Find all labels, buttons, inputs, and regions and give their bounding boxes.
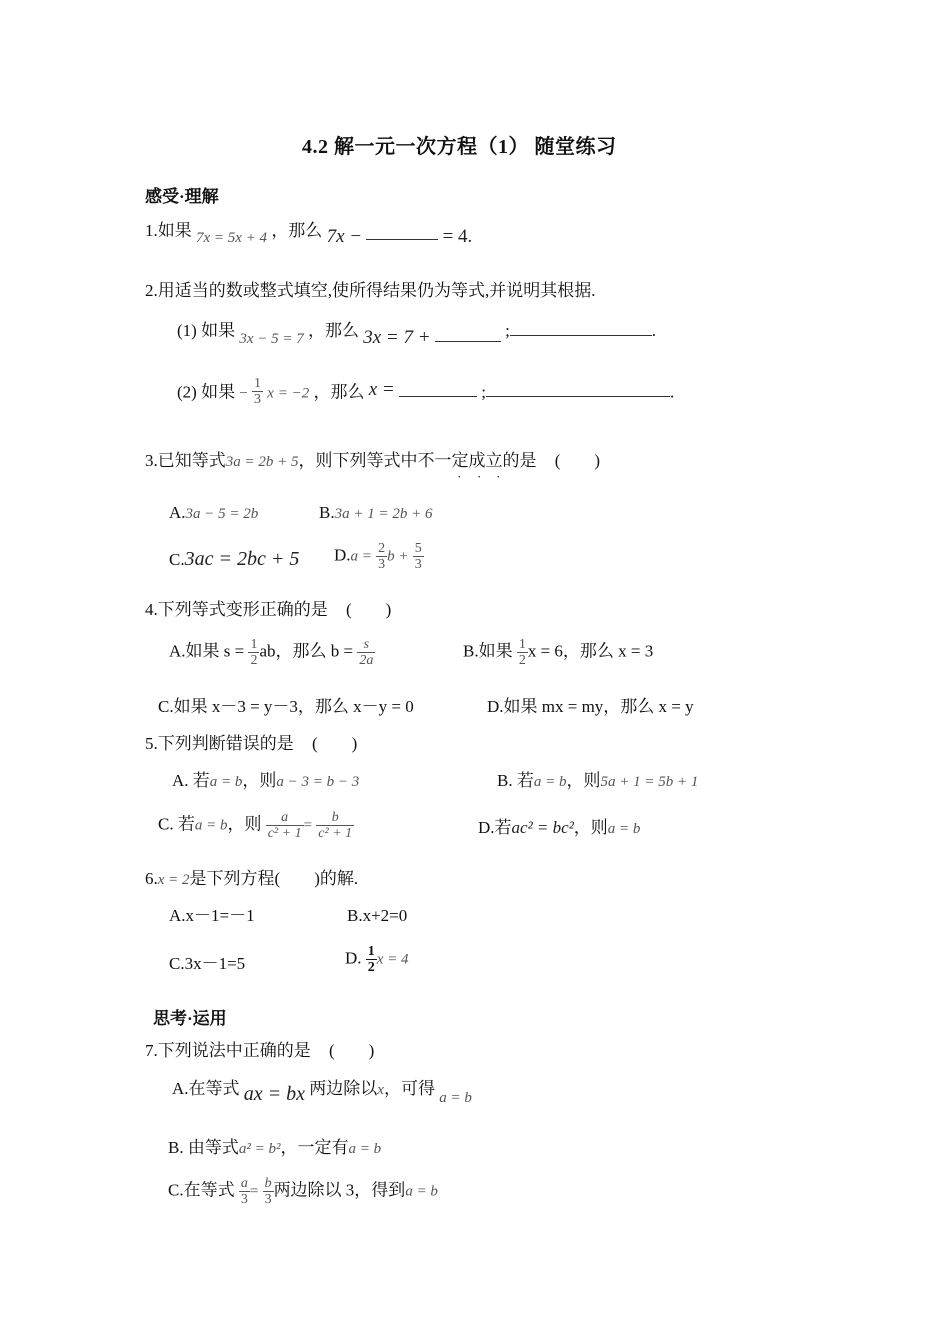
emphasis-dot: · bbox=[457, 469, 462, 484]
q2s1-sep: ; bbox=[505, 321, 510, 340]
q7c-fraction-b bbox=[263, 1176, 274, 1207]
q4-option-a[interactable] bbox=[169, 637, 375, 668]
q3-text-then: ，则下列等式中不一定成立的是 bbox=[298, 451, 537, 470]
question-4-stem bbox=[145, 600, 391, 620]
q2s1-equation: 3x − 5 = 7 bbox=[239, 331, 304, 347]
q6-equation: x = 2 bbox=[157, 872, 190, 888]
q7a-equation-2: a = b bbox=[439, 1090, 472, 1106]
q4-text: 4.下列等式变形正确的是 bbox=[145, 600, 328, 619]
q1-expression: 7x − bbox=[326, 226, 363, 247]
q2s2-text-then: ，那么 bbox=[313, 382, 365, 402]
q3d-fraction-2 bbox=[413, 541, 424, 572]
question-2-part-1 bbox=[177, 320, 657, 348]
question-7-stem bbox=[145, 1041, 374, 1061]
q5c-equals: = bbox=[303, 817, 313, 834]
q2s2-frac-num: 1 bbox=[254, 376, 262, 391]
q3d-eq-mid: b + bbox=[387, 548, 409, 565]
q2s2-equation: x = −2 bbox=[267, 385, 310, 402]
q6d-equation: x = 4 bbox=[376, 951, 409, 968]
q5c-fa-num: a bbox=[281, 810, 289, 825]
q7b-equation-2: a = b bbox=[348, 1141, 382, 1157]
q6-text: 是下列方程( )的解. bbox=[189, 869, 359, 888]
q3d-fraction-1 bbox=[376, 541, 387, 572]
q4-option-d[interactable]: D.如果 mx = my，那么 x = y bbox=[487, 697, 694, 716]
q5-text: 5.下列判断错误的是 bbox=[145, 734, 294, 753]
q7c-fa-den: 3 bbox=[240, 1192, 248, 1207]
q4-option-c[interactable]: C.如果 x－3 = y－3，那么 x－y = 0 bbox=[158, 697, 414, 716]
q3d-f1-den: 3 bbox=[378, 557, 386, 572]
q7c-fraction-a bbox=[239, 1176, 250, 1207]
q7a-equation-1: ax = bx bbox=[243, 1083, 306, 1105]
emphasis-dot: · bbox=[496, 469, 501, 484]
q5b-equation-1: a = b bbox=[533, 774, 567, 790]
q3b-label: B. bbox=[319, 503, 335, 522]
q7b-text-2: ，一定有 bbox=[280, 1138, 349, 1157]
q6d-label: D. bbox=[345, 948, 362, 968]
q4a-fraction-half bbox=[248, 637, 259, 668]
q7c-equals: = bbox=[249, 1183, 259, 1200]
q7-option-a[interactable] bbox=[172, 1078, 472, 1106]
q4a-text: A.如果 s = bbox=[169, 641, 245, 661]
q5b-text-then: ，则 bbox=[566, 771, 601, 790]
q1-equals: = 4. bbox=[442, 226, 473, 247]
q4a-g-num: s bbox=[363, 637, 370, 652]
q3d-f2-num: 5 bbox=[414, 541, 422, 556]
page-title: 4.2 解一元一次方程（1） 随堂练习 bbox=[302, 136, 617, 158]
q7b-equation-1: a² = b² bbox=[238, 1141, 281, 1157]
q5a-text: A. 若 bbox=[172, 771, 210, 790]
question-1 bbox=[145, 220, 473, 247]
q2s1-end: . bbox=[651, 321, 657, 340]
question-5-stem bbox=[145, 734, 357, 754]
q4b-text-then: x = 6，那么 x = 3 bbox=[527, 641, 654, 661]
q7c-fb-num: b bbox=[264, 1176, 272, 1191]
q3d-eq-part1: a = bbox=[350, 548, 372, 565]
q7-text: 7.下列说法中正确的是 bbox=[145, 1041, 311, 1060]
question-6-stem bbox=[145, 869, 358, 890]
q5c-fa-den: c² + 1 bbox=[267, 826, 302, 841]
q3-option-a[interactable] bbox=[169, 503, 258, 524]
q3-option-d[interactable] bbox=[334, 541, 424, 572]
q5-option-c[interactable] bbox=[158, 810, 354, 841]
q4a-f-den: 2 bbox=[250, 653, 258, 668]
q5d-text-then: ，则 bbox=[573, 818, 608, 837]
q7-option-c[interactable] bbox=[168, 1176, 438, 1207]
q5c-fb-num: b bbox=[331, 810, 339, 825]
q6d-f-den: 2 bbox=[367, 960, 375, 975]
q5c-fraction-b bbox=[316, 810, 354, 841]
q5-answer-paren[interactable]: ( ) bbox=[312, 734, 358, 753]
q6-option-b[interactable]: B.x+2=0 bbox=[347, 906, 408, 925]
section-heading-application: 思考·运用 bbox=[153, 1009, 227, 1028]
q7c-fa-num: a bbox=[240, 1176, 248, 1191]
q5c-text: C. 若 bbox=[158, 814, 195, 834]
q6-option-c[interactable]: C.3x－1=5 bbox=[169, 954, 246, 973]
q5-option-b[interactable] bbox=[497, 771, 698, 792]
q3d-f1-num: 2 bbox=[378, 541, 386, 556]
q7-answer-paren[interactable]: ( ) bbox=[329, 1041, 375, 1060]
q1-text: 1.如果 bbox=[145, 221, 192, 240]
q7a-text-3: ，可得 bbox=[383, 1079, 435, 1098]
q4-option-b[interactable] bbox=[463, 637, 653, 668]
q5d-equation-1: ac² = bc² bbox=[511, 818, 574, 837]
q2s1-text-then: ，那么 bbox=[307, 321, 359, 340]
q5c-fraction-a bbox=[266, 810, 304, 841]
q5d-equation-2: a = b bbox=[607, 821, 641, 837]
q2s1-text: (1) 如果 bbox=[177, 321, 236, 340]
q3d-label: D. bbox=[334, 545, 351, 565]
q6d-f-num: 1 bbox=[367, 944, 375, 959]
q1-text-then: ，那么 bbox=[271, 221, 323, 240]
q4a-f-num: 1 bbox=[250, 637, 258, 652]
q3-option-b[interactable] bbox=[319, 503, 432, 524]
q7a-text: A.在等式 bbox=[172, 1079, 240, 1098]
q4a-fraction-s bbox=[357, 637, 375, 668]
q3a-equation: 3a − 5 = 2b bbox=[185, 506, 259, 522]
q7a-text-2: 两边除以 bbox=[309, 1079, 378, 1098]
question-2-stem: 2.用适当的数或整式填空,使所得结果仍为等式,并说明其根据. bbox=[145, 281, 596, 300]
q5c-text-then: ，则 bbox=[227, 814, 262, 834]
q5b-equation-2: 5a + 1 = 5b + 1 bbox=[600, 774, 699, 790]
q5-option-a[interactable] bbox=[172, 771, 359, 792]
q4b-fraction-half bbox=[517, 637, 528, 668]
q4b-f-den: 2 bbox=[518, 653, 526, 668]
q3d-f2-den: 3 bbox=[414, 557, 422, 572]
q7b-text: B. 由等式 bbox=[168, 1138, 239, 1157]
q5a-equation-1: a = b bbox=[209, 774, 243, 790]
q7-option-b[interactable] bbox=[168, 1138, 381, 1159]
q4a-text-then: ab，那么 b = bbox=[259, 641, 354, 661]
q3b-equation: 3a + 1 = 2b + 6 bbox=[334, 506, 433, 522]
q1-answer-blank[interactable] bbox=[366, 224, 438, 240]
q2s2-reason-blank[interactable] bbox=[486, 381, 670, 397]
q3c-equation: 3ac = 2bc + 5 bbox=[184, 548, 300, 570]
q3-equation: 3a = 2b + 5 bbox=[225, 454, 299, 470]
q4a-g-den: 2a bbox=[359, 653, 374, 668]
q3-text: 3.已知等式 bbox=[145, 451, 226, 470]
q6-number: 6. bbox=[145, 869, 158, 888]
question-2-part-2 bbox=[177, 378, 674, 409]
emphasis-dot: · bbox=[477, 469, 482, 484]
q5a-equation-2: a − 3 = b − 3 bbox=[276, 774, 360, 790]
q6-option-a[interactable]: A.x－1=－1 bbox=[169, 906, 255, 925]
q1-equation: 7x = 5x + 4 bbox=[196, 230, 268, 246]
q3a-label: A. bbox=[169, 503, 186, 522]
q2s1-answer-blank[interactable] bbox=[435, 326, 501, 342]
q5a-text-then: ，则 bbox=[242, 771, 277, 790]
q3-answer-paren[interactable]: ( ) bbox=[554, 451, 601, 470]
q4b-f-num: 1 bbox=[518, 637, 526, 652]
q7a-variable: x bbox=[377, 1082, 384, 1098]
section-heading-understanding: 感受·理解 bbox=[145, 187, 219, 206]
q2s2-minus: − bbox=[239, 385, 248, 402]
q2s2-answer-blank[interactable] bbox=[399, 381, 477, 397]
q6d-fraction bbox=[366, 944, 377, 975]
q2s2-expression: x = bbox=[368, 379, 395, 401]
q3c-label: C. bbox=[169, 550, 185, 569]
q2s2-frac-den: 3 bbox=[254, 392, 262, 407]
q3-option-c[interactable] bbox=[169, 549, 299, 570]
q5b-text: B. 若 bbox=[497, 771, 534, 790]
q4-answer-paren[interactable]: ( ) bbox=[346, 600, 392, 619]
q2s1-expression: 3x = 7 + bbox=[363, 327, 431, 348]
q4b-text: B.如果 bbox=[463, 641, 513, 661]
q7c-fb-den: 3 bbox=[264, 1192, 272, 1207]
q5c-fb-den: c² + 1 bbox=[318, 826, 353, 841]
q5-option-d[interactable] bbox=[478, 818, 640, 839]
q7c-text-2: 两边除以 3，得到 bbox=[273, 1180, 406, 1200]
q7c-equation: a = b bbox=[405, 1183, 438, 1200]
q2s2-fraction bbox=[252, 376, 263, 407]
q5c-equation-1: a = b bbox=[194, 817, 228, 834]
question-3-stem bbox=[145, 451, 600, 472]
q7c-text: C.在等式 bbox=[168, 1180, 235, 1200]
q5d-text: D.若 bbox=[478, 818, 512, 837]
q2s2-text: (2) 如果 bbox=[177, 382, 236, 402]
q2s2-sep: ; bbox=[481, 382, 486, 402]
q2s2-end: . bbox=[669, 382, 675, 402]
q2s1-reason-blank[interactable] bbox=[510, 320, 652, 336]
q6-option-d[interactable] bbox=[345, 944, 409, 975]
